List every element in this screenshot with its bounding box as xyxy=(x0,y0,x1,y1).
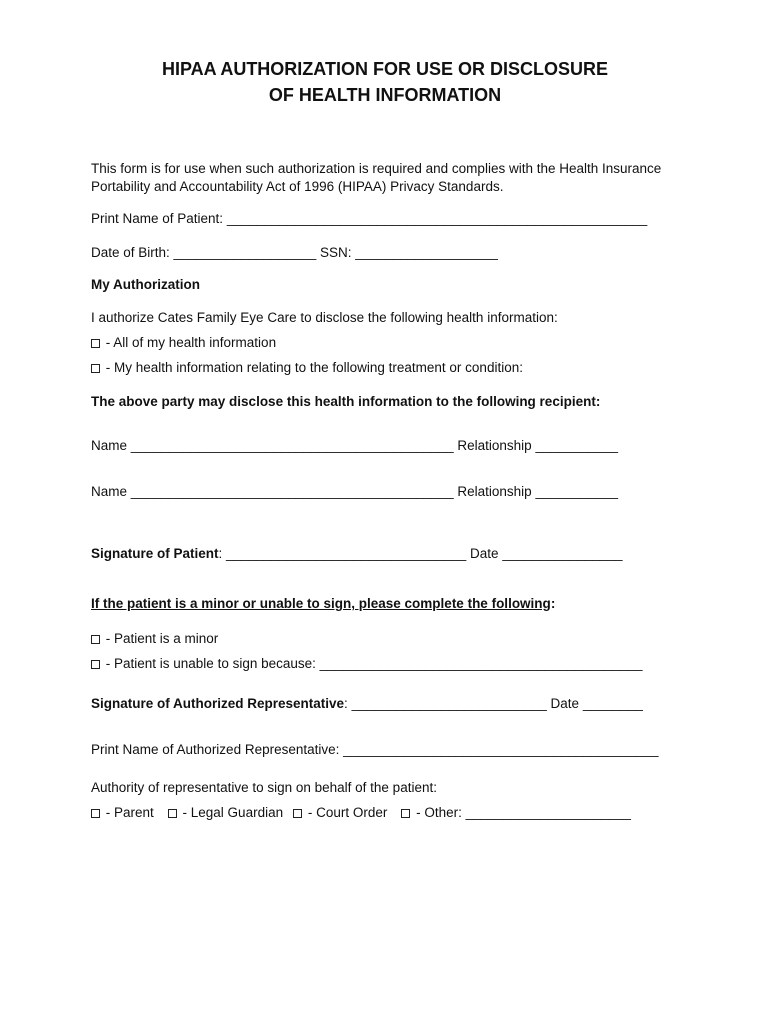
ssn-field[interactable]: ___________________ xyxy=(355,245,498,260)
checkbox-icon[interactable] xyxy=(401,809,410,818)
dob-field[interactable]: ___________________ xyxy=(173,245,317,260)
representative-signature-row xyxy=(91,695,643,712)
minor-heading-row xyxy=(91,595,555,612)
authority-other-label: - Other: xyxy=(412,805,466,820)
relationship-label: Relationship xyxy=(453,438,536,453)
representative-print-name-field[interactable]: __________________________________________ xyxy=(343,742,659,757)
dob-label: Date of Birth: xyxy=(91,245,174,260)
option-condition-label: - My health information relating to the following treatment or condition: xyxy=(102,360,523,375)
patient-name-field[interactable]: ________________________________________________________ xyxy=(226,211,648,226)
option-all-info-row xyxy=(91,334,276,351)
my-authorization-heading: My Authorization xyxy=(91,277,200,292)
representative-date-label: Date xyxy=(546,696,583,711)
authority-court-label: - Court Order xyxy=(304,805,388,820)
signature-date-field[interactable]: ________________ xyxy=(502,546,623,561)
checkbox-icon[interactable] xyxy=(91,339,100,348)
checkbox-icon[interactable] xyxy=(91,809,100,818)
intro-text-line-2: Portability and Accountability Act of 1996 (HIPAA) Privacy Standards. xyxy=(91,179,504,194)
option-unable-row xyxy=(91,655,643,672)
representative-signature-label: Signature of Authorized Representative xyxy=(91,696,345,711)
authority-label: Authority of representative to sign on behalf of the patient: xyxy=(91,780,437,795)
patient-name-row xyxy=(91,210,647,227)
signature-date-label: Date xyxy=(466,546,503,561)
option-all-info-label: - All of my health information xyxy=(102,335,277,350)
representative-print-name-row xyxy=(91,741,658,758)
recipient-name-label: Name xyxy=(91,484,131,499)
option-condition-row xyxy=(91,359,523,376)
unable-reason-field[interactable]: ___________________________________________ xyxy=(319,656,643,671)
relationship-field[interactable]: ___________ xyxy=(535,484,619,499)
checkbox-icon[interactable] xyxy=(168,809,177,818)
recipient-heading: The above party may disclose this health information to the following recipient: xyxy=(91,394,601,409)
checkbox-icon[interactable] xyxy=(91,364,100,373)
recipient-row-2 xyxy=(91,483,618,500)
form-title-line-1: HIPAA AUTHORIZATION FOR USE OR DISCLOSURE xyxy=(161,59,608,79)
patient-name-label: Print Name of Patient: xyxy=(91,211,227,226)
relationship-label: Relationship xyxy=(453,484,536,499)
patient-signature-label: Signature of Patient xyxy=(91,546,219,561)
authority-options-row xyxy=(91,804,631,821)
minor-heading-colon: : xyxy=(550,596,556,611)
authority-other-field[interactable]: ______________________ xyxy=(465,805,631,820)
representative-print-name-label: Print Name of Authorized Representative: xyxy=(91,742,344,757)
intro-text-line-1: This form is for use when such authorization is required and complies with the Health Insurance xyxy=(91,161,662,176)
option-minor-label: - Patient is a minor xyxy=(102,631,219,646)
patient-signature-row xyxy=(91,545,622,562)
checkbox-icon[interactable] xyxy=(91,660,100,669)
recipient-name-field[interactable]: ___________________________________________ xyxy=(130,438,454,453)
checkbox-icon[interactable] xyxy=(91,635,100,644)
recipient-row-1 xyxy=(91,437,618,454)
option-unable-label: - Patient is unable to sign because: xyxy=(102,656,320,671)
representative-signature-colon: : xyxy=(344,696,352,711)
minor-heading: If the patient is a minor or unable to sign, please complete the following xyxy=(91,596,551,611)
option-minor-row xyxy=(91,630,218,647)
recipient-name-label: Name xyxy=(91,438,131,453)
checkbox-icon[interactable] xyxy=(293,809,302,818)
authority-parent-label: - Parent xyxy=(102,805,154,820)
ssn-label: SSN: xyxy=(316,245,356,260)
recipient-name-field[interactable]: ___________________________________________ xyxy=(130,484,454,499)
authorization-statement: I authorize Cates Family Eye Care to disclose the following health information: xyxy=(91,310,558,325)
patient-signature-field[interactable]: ________________________________ xyxy=(226,546,467,561)
dob-ssn-row xyxy=(91,244,498,261)
relationship-field[interactable]: ___________ xyxy=(535,438,619,453)
patient-signature-colon: : xyxy=(218,546,227,561)
form-title-line-2: OF HEALTH INFORMATION xyxy=(268,85,502,105)
representative-date-field[interactable]: ________ xyxy=(582,696,643,711)
authority-guardian-label: - Legal Guardian xyxy=(178,805,284,820)
representative-signature-field[interactable]: __________________________ xyxy=(351,696,547,711)
